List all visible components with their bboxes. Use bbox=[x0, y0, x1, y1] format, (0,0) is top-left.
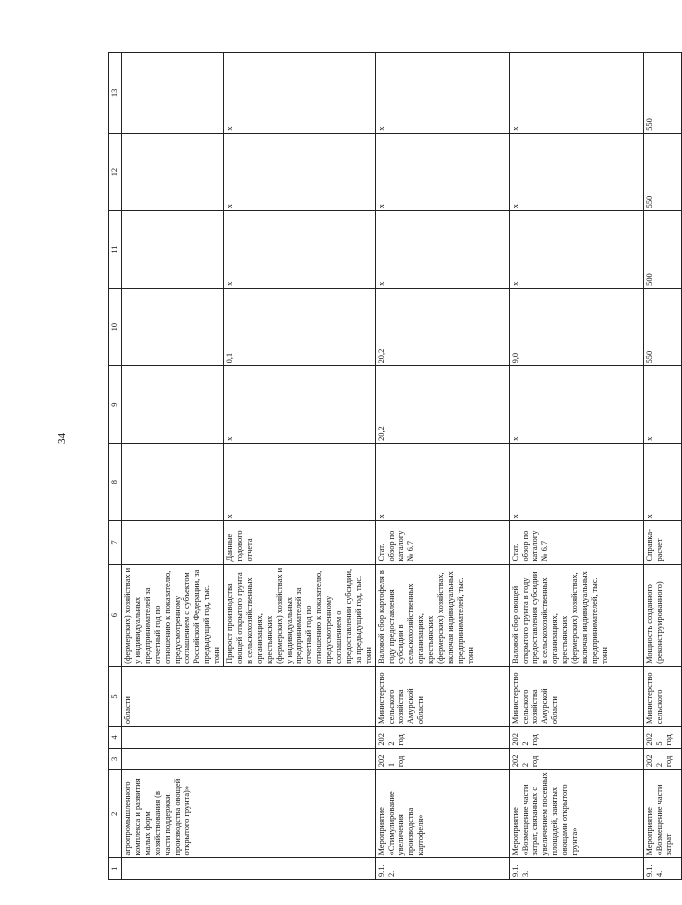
cell-value: х bbox=[375, 443, 509, 521]
cell-value: х bbox=[375, 53, 509, 134]
cell-indicator: Валовой сбор овощей открытого грунта в году предоставления субсидии в сельскохозяйственных организациях, крестьянских (фермерских) хозяйствах, включая индивидуальных предпринимателей, тыс. тонн bbox=[509, 564, 643, 666]
cell-value: 20,2 bbox=[375, 366, 509, 444]
cell-value: 500 bbox=[643, 211, 681, 289]
cell-end-year: 2022 год bbox=[509, 727, 643, 749]
cell-executor: Министерство сельского хозяйства Амурской области bbox=[375, 666, 509, 726]
table-row bbox=[122, 53, 224, 880]
cell-value: х bbox=[224, 53, 376, 134]
cell-indicator: Валовой сбор картофеля в году предоставления субсидии в сельскохозяйственных организациях, крестьянских (фермерских) хозяйствах, включая индивидуальных предпринимателей, тыс. тонн bbox=[375, 564, 509, 666]
cell-executor: области bbox=[122, 666, 376, 726]
col-header-2: 2 bbox=[109, 770, 122, 858]
cell-value bbox=[122, 366, 224, 444]
col-header-9: 9 bbox=[109, 366, 122, 444]
header-row bbox=[109, 53, 122, 880]
cell-value: х bbox=[509, 133, 643, 211]
cell-indicator: (фермерских) хозяйствах и у индивидуальных предпринимателей за отчетный год по отношению к показателю, предусмотренному соглашением с субъектом Российской Федерации, за предыдущий год, тыс. тонн bbox=[122, 564, 224, 666]
cell-source: Стат. обзор по каталогу № 6.7 bbox=[509, 521, 643, 564]
cell-value: х bbox=[509, 53, 643, 134]
col-header-5: 5 bbox=[109, 666, 122, 726]
cell-number bbox=[122, 858, 376, 880]
table-row bbox=[375, 53, 509, 880]
cell-source bbox=[122, 521, 224, 564]
cell-indicator: Мощность созданного (реконструированного) bbox=[643, 564, 681, 666]
col-header-13: 13 bbox=[109, 53, 122, 134]
cell-number: 9.1.2. bbox=[375, 858, 509, 880]
cell-value: 550 bbox=[643, 288, 681, 366]
cell-value: х bbox=[224, 443, 376, 521]
cell-value bbox=[122, 53, 224, 134]
col-header-10: 10 bbox=[109, 288, 122, 366]
table-row bbox=[643, 53, 681, 880]
cell-executor: Министерство сельского bbox=[643, 666, 681, 726]
cell-value: х bbox=[375, 133, 509, 211]
col-header-11: 11 bbox=[109, 211, 122, 289]
rotated-table-container bbox=[108, 52, 674, 880]
cell-value: х bbox=[224, 133, 376, 211]
cell-start-year: 2021 год bbox=[375, 748, 509, 770]
cell-value: х bbox=[643, 443, 681, 521]
cell-value bbox=[122, 133, 224, 211]
cell-number: 9.1.4. bbox=[643, 858, 681, 880]
col-header-1: 1 bbox=[109, 858, 122, 880]
cell-source: Данные годового отчета bbox=[224, 521, 376, 564]
cell-executor: Министерство сельского хозяйства Амурской области bbox=[509, 666, 643, 726]
cell-value: х bbox=[643, 366, 681, 444]
indicators-table bbox=[108, 52, 682, 880]
col-header-7: 7 bbox=[109, 521, 122, 564]
cell-value: 20,2 bbox=[375, 288, 509, 366]
cell-value bbox=[122, 443, 224, 521]
table-row bbox=[509, 53, 643, 880]
cell-end-year bbox=[122, 727, 376, 749]
cell-start-year bbox=[122, 748, 376, 770]
cell-number: 9.1.3. bbox=[509, 858, 643, 880]
cell-start-year: 2022 год bbox=[643, 748, 681, 770]
col-header-12: 12 bbox=[109, 133, 122, 211]
cell-value bbox=[122, 211, 224, 289]
cell-value: 9,0 bbox=[509, 288, 643, 366]
cell-value: х bbox=[509, 366, 643, 444]
cell-source: Справка-расчет bbox=[643, 521, 681, 564]
col-header-8: 8 bbox=[109, 443, 122, 521]
cell-value: 550 bbox=[643, 53, 681, 134]
cell-name: Мероприятие «Стимулирование увеличения производства картофеля» bbox=[375, 770, 509, 858]
cell-value: х bbox=[509, 443, 643, 521]
cell-value bbox=[122, 288, 224, 366]
cell-value: х bbox=[509, 211, 643, 289]
page-number: 34 bbox=[56, 433, 68, 444]
col-header-3: 3 bbox=[109, 748, 122, 770]
cell-value: х bbox=[375, 211, 509, 289]
cell-start-year: 2022 год bbox=[509, 748, 643, 770]
col-header-6: 6 bbox=[109, 564, 122, 666]
cell-value: х bbox=[224, 211, 376, 289]
cell-end-year: 2025 год bbox=[643, 727, 681, 749]
cell-value: 550 bbox=[643, 133, 681, 211]
cell-end-year: 2022 год bbox=[375, 727, 509, 749]
cell-value: х bbox=[224, 366, 376, 444]
cell-name: Мероприятие «Возмещение части затрат bbox=[643, 770, 681, 858]
cell-indicator: Прирост производства овощей открытого грунта в сельскохозяйственных организациях, крестьянских (фермерских) хозяйствах и у индивидуальных предпринимателей за отчетный год по отношению к показателю, предусмотренному соглашением о предоставлении субсидии, за предыдущий год, тыс. тонн bbox=[224, 564, 376, 666]
cell-name: Мероприятие «Возмещение части затрат, связанных с увеличением посевных площадей, занятых овощами открытого грунта» bbox=[509, 770, 643, 858]
cell-name: агропромышленного комплекса и развития малых форм хозяйствования (в части поддержки производства овощей открытого грунта)» bbox=[122, 770, 376, 858]
col-header-4: 4 bbox=[109, 727, 122, 749]
cell-source: Стат. обзор по каталогу № 6.7 bbox=[375, 521, 509, 564]
cell-value: 0,1 bbox=[224, 288, 376, 366]
